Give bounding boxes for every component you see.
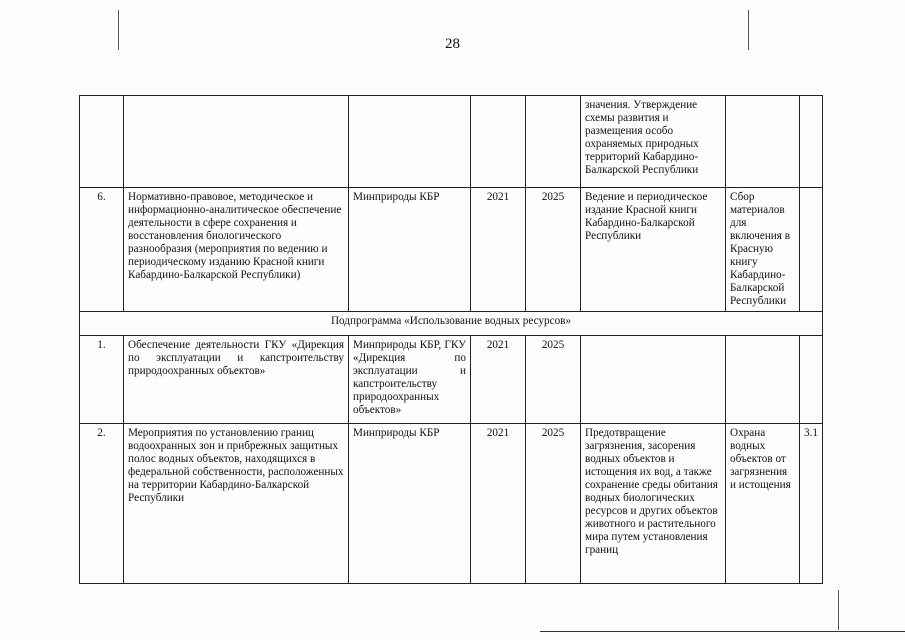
start-year: 2021 — [471, 335, 526, 423]
section-header-row — [80, 311, 823, 335]
row-number: 1. — [80, 335, 124, 423]
end-year: 2025 — [526, 188, 581, 312]
end-year: 2025 — [526, 423, 581, 583]
table-row — [80, 96, 823, 188]
indicator — [726, 96, 800, 188]
activity-name: Мероприятия по установлению границ водоохранных зон и прибрежных защитных полос водных объектов, находящихся в федеральной собственности, расположенных на территории Кабардино-Балкарской Республики — [124, 423, 349, 583]
indicator-ref: 3.1 — [800, 423, 823, 583]
program-activities-table — [79, 95, 823, 584]
table-row — [80, 188, 823, 312]
indicator-ref — [800, 188, 823, 312]
row-number — [80, 96, 124, 188]
expected-result: значения. Утверждение схемы развития и размещения особо охраняемых природных территорий Кабардино-Балкарской Республики — [581, 96, 726, 188]
expected-result — [581, 335, 726, 423]
responsible-executor — [349, 96, 471, 188]
responsible-executor: Минприроды КБР — [349, 188, 471, 312]
start-year — [471, 96, 526, 188]
activity-name — [124, 96, 349, 188]
end-year — [526, 96, 581, 188]
activity-name: Обеспечение деятельности ГКУ «Дирекция по эксплуатации и капстроительству природоохранных объектов» — [124, 335, 349, 423]
start-year: 2021 — [471, 188, 526, 312]
expected-result: Предотвращение загрязнения, засорения водных объектов и истощения их вод, а также сохранение среды обитания водных биологических ресурсов и других объектов животного и растительного мира путем установления границ — [581, 423, 726, 583]
responsible-executor: Минприроды КБР — [349, 423, 471, 583]
row-number: 2. — [80, 423, 124, 583]
indicator: Сбор материалов для включения в Красную книгу Кабардино-Балкарской Республики — [726, 188, 800, 312]
table-row — [80, 335, 823, 423]
expected-result: Ведение и периодическое издание Красной книги Кабардино-Балкарской Республики — [581, 188, 726, 312]
activity-name: Нормативно-правовое, методическое и информационно-аналитическое обеспечение деятельности в сфере сохранения и восстановления биологического разнообразия (мероприятия по ведению и периодическому изданию Красной книги Кабардино-Балкарской Республики) — [124, 188, 349, 312]
table-row — [80, 423, 823, 583]
scan-edge-line — [540, 631, 905, 632]
indicator-ref — [800, 335, 823, 423]
scan-artifact — [748, 10, 749, 50]
subprogram-title: Подпрограмма «Использование водных ресурсов» — [80, 311, 823, 335]
end-year: 2025 — [526, 335, 581, 423]
indicator: Охрана водных объектов от загрязнения и истощения — [726, 423, 800, 583]
page-number: 28 — [445, 36, 460, 52]
indicator — [726, 335, 800, 423]
responsible-executor: Минприроды КБР, ГКУ «Дирекция по эксплуатации и капстроительству природоохранных объектов» — [349, 335, 471, 423]
scan-artifact — [838, 590, 839, 630]
scan-artifact — [118, 10, 119, 50]
start-year: 2021 — [471, 423, 526, 583]
indicator-ref — [800, 96, 823, 188]
row-number: 6. — [80, 188, 124, 312]
